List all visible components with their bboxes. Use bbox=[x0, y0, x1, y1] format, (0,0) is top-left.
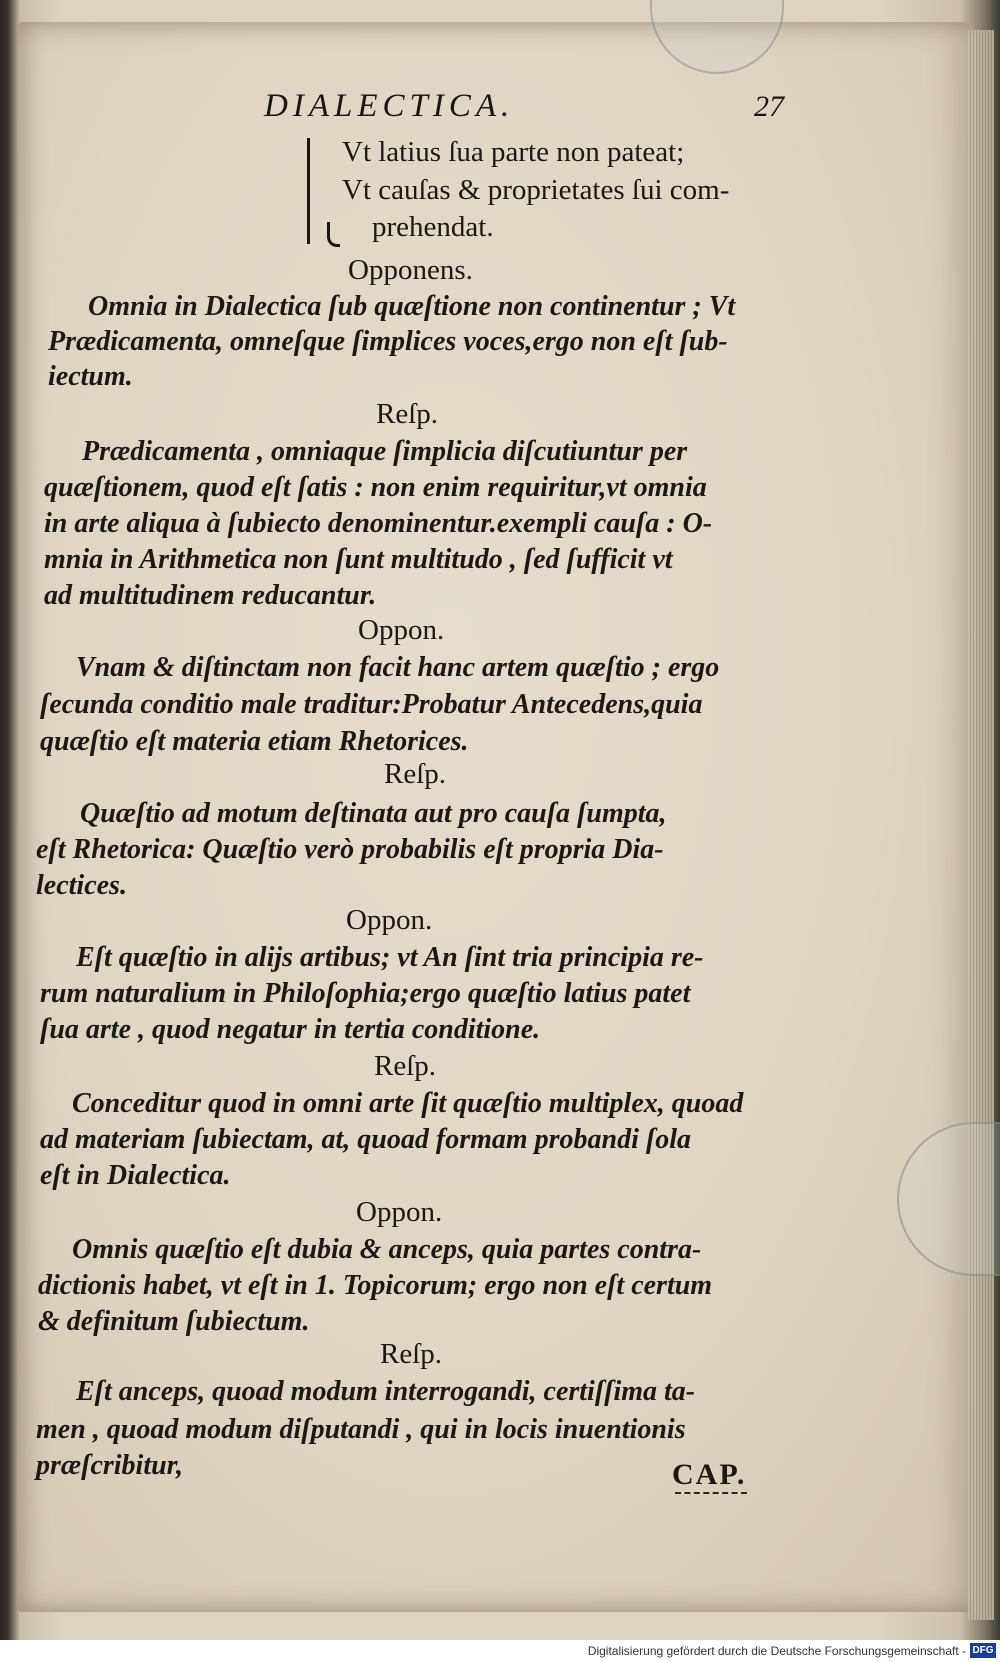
text-line: Omnia in Dialectica ſub quæſtione non continentur ; Vt bbox=[88, 291, 736, 322]
text-line: & definitum ſubiectum. bbox=[38, 1306, 310, 1337]
bracket-hook bbox=[327, 222, 340, 247]
section-heading: Opponens. bbox=[348, 254, 473, 286]
text-line: Vnam & diſtinctam non facit hanc artem quæſtio ; ergo bbox=[76, 652, 720, 683]
text-line: ſua arte , quod negatur in tertia conditione. bbox=[40, 1014, 541, 1045]
footer-credit: Digitalisierung gefördert durch die Deutsche Forschungsgemeinschaft - bbox=[587, 1644, 966, 1658]
page-number: 27 bbox=[754, 90, 784, 123]
section-heading: Reſp. bbox=[374, 1050, 437, 1082]
section-heading: Reſp. bbox=[384, 758, 447, 790]
section-heading: Reſp. bbox=[380, 1338, 443, 1370]
text-line: quæſtionem, quod eſt ſatis : non enim requiritur,vt omnia bbox=[44, 472, 707, 503]
text-line: Omnis quæſtio eſt dubia & anceps, quia partes contra- bbox=[72, 1234, 702, 1265]
text-line: præſcribitur, bbox=[36, 1450, 184, 1481]
text-line: Eſt anceps, quoad modum interrogandi, certiſſima ta- bbox=[76, 1376, 696, 1407]
text-line: ſecunda conditio male traditur:Probatur Antecedens,quia bbox=[40, 689, 703, 720]
section-heading: Oppon. bbox=[358, 614, 445, 646]
page-header bbox=[264, 88, 784, 134]
text-line: rum naturalium in Philoſophia;ergo quæſtio latius patet bbox=[40, 978, 691, 1009]
text-line: Prædicamenta , omniaque ſimplicia diſcutiuntur per bbox=[82, 436, 688, 467]
bracketed-line: Vt cauſas & proprietates ſui com- bbox=[342, 174, 730, 206]
text-line: Prædicamenta, omneſque ſimplices voces,ergo non eſt ſub- bbox=[48, 326, 728, 357]
text-line: dictionis habet, vt eſt in 1. Topicorum; ergo non eſt certum bbox=[38, 1270, 713, 1301]
text-line: Eſt quæſtio in alijs artibus; vt An ſint tria principia re- bbox=[76, 942, 704, 973]
running-title: DIALECTICA. bbox=[264, 88, 515, 124]
text-line: ad materiam ſubiectam, at, quoad formam probandi ſola bbox=[40, 1124, 692, 1155]
text-line: quæſtio eſt materia etiam Rhetorices. bbox=[40, 726, 469, 757]
text-line: eſt in Dialectica. bbox=[40, 1160, 231, 1191]
bracketed-line: Vt latius ſua parte non pateat; bbox=[342, 136, 685, 168]
page-edges bbox=[968, 30, 994, 1620]
catchword-underline bbox=[675, 1492, 747, 1494]
dfg-logo: DFG bbox=[970, 1643, 996, 1658]
section-heading: Oppon. bbox=[346, 904, 433, 936]
bracketed-line: prehendat. bbox=[372, 211, 494, 243]
text-line: iectum. bbox=[48, 361, 133, 392]
bracket bbox=[307, 138, 326, 244]
text-line: Conceditur quod in omni arte ſit quæſtio multiplex, quoad bbox=[72, 1088, 744, 1119]
text-line: Quæſtio ad motum deſtinata aut pro cauſa ſumpta, bbox=[80, 798, 667, 829]
catchword: CAP. bbox=[672, 1458, 747, 1491]
section-heading: Oppon. bbox=[356, 1196, 443, 1228]
section-heading: Reſp. bbox=[376, 398, 439, 430]
text-line: in arte aliqua à ſubiecto denominentur.exempli cauſa : O- bbox=[44, 508, 713, 539]
text-line: ad multitudinem reducantur. bbox=[44, 580, 377, 611]
text-line: eſt Rhetorica: Quæſtio verò probabilis eſt propria Dia- bbox=[36, 834, 664, 865]
text-line: mnia in Arithmetica non ſunt multitudo , ſed ſufficit vt bbox=[44, 544, 673, 575]
text-line: men , quoad modum diſputandi , qui in locis inuentionis bbox=[36, 1414, 686, 1445]
text-line: lectices. bbox=[36, 870, 127, 901]
